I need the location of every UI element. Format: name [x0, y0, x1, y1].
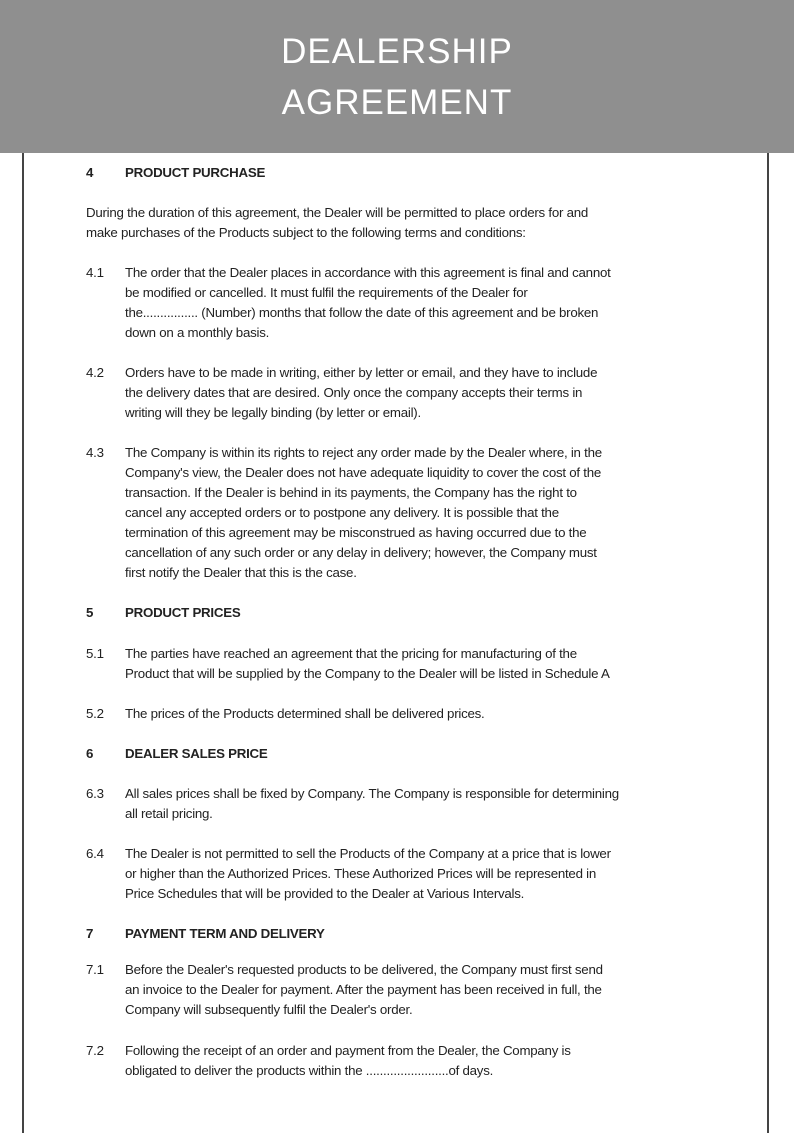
section-number: 4 — [86, 165, 94, 180]
text-line: transaction. If the Dealer is behind in its payments, the Company has the right to — [125, 485, 577, 500]
text-line: The Dealer is not permitted to sell the Products of the Company at a price that is lower — [125, 846, 611, 861]
text-line: down on a monthly basis. — [125, 325, 270, 340]
text-line: first notify the Dealer that this is the case. — [125, 565, 357, 580]
text-line: During the duration of this agreement, the Dealer will be permitted to place orders for and — [86, 205, 589, 220]
clause-number: 6.3 — [86, 786, 104, 801]
text-line: Orders have to be made in writing, either by letter or email, and they have to include — [125, 365, 598, 380]
clause-text — [125, 443, 602, 583]
clause-number: 4.3 — [86, 445, 104, 460]
text-line: Company's view, the Dealer does not have adequate liquidity to cover the cost of the — [125, 465, 602, 480]
clause-text — [125, 844, 611, 904]
clause-number: 5.1 — [86, 646, 104, 661]
text-line: cancellation of any such order or any delay in delivery; however, the Company must — [125, 545, 597, 560]
text-line: Company will subsequently fulfil the Dealer's order. — [125, 1002, 413, 1017]
clause-text — [125, 263, 611, 343]
clause-number: 4.2 — [86, 365, 104, 380]
text-line: the................ (Number) months that follow the date of this agreement and be broken — [125, 305, 599, 320]
text-line: termination of this agreement may be misconstrued as having occurred due to the — [125, 525, 587, 540]
text-line: All sales prices shall be fixed by Company. The Company is responsible for determining — [125, 786, 619, 801]
section-title: DEALER SALES PRICE — [125, 746, 268, 761]
clause-number: 5.2 — [86, 706, 104, 721]
text-line: obligated to deliver the products within the ........................of days. — [125, 1063, 494, 1078]
text-line: Following the receipt of an order and payment from the Dealer, the Company is — [125, 1043, 571, 1058]
clause-text — [125, 704, 484, 724]
clause-text — [125, 363, 597, 423]
text-line: an invoice to the Dealer for payment. After the payment has been received in full, the — [125, 982, 602, 997]
text-line: Price Schedules that will be provided to the Dealer at Various Intervals. — [125, 886, 525, 901]
text-line: The parties have reached an agreement that the pricing for manufacturing of the — [125, 646, 577, 661]
clause-text — [125, 1041, 571, 1081]
clause-number: 7.1 — [86, 962, 104, 977]
paragraph-text — [86, 203, 588, 243]
section-title: PRODUCT PURCHASE — [125, 165, 266, 180]
section-number: 7 — [86, 926, 94, 941]
text-line: all retail pricing. — [125, 806, 213, 821]
section-title: PRODUCT PRICES — [125, 605, 241, 620]
title-line-1: DEALERSHIP — [281, 31, 513, 71]
text-line: be modified or cancelled. It must fulfil the requirements of the Dealer for — [125, 285, 528, 300]
text-line: the delivery dates that are desired. Only once the company accepts their terms in — [125, 385, 583, 400]
text-line: Before the Dealer's requested products to be delivered, the Company must first send — [125, 962, 603, 977]
title-banner — [0, 0, 794, 153]
clause-text — [125, 784, 619, 824]
clause-number: 7.2 — [86, 1043, 104, 1058]
text-line: Product that will be supplied by the Company to the Dealer will be listed in Schedule A — [125, 666, 610, 681]
title-line-2: AGREEMENT — [281, 82, 513, 122]
section-number: 6 — [86, 746, 94, 761]
text-line: The prices of the Products determined shall be delivered prices. — [125, 706, 485, 721]
section-title: PAYMENT TERM AND DELIVERY — [125, 926, 325, 941]
section-number: 5 — [86, 605, 94, 620]
text-line: or higher than the Authorized Prices. These Authorized Prices will be represented in — [125, 866, 597, 881]
text-line: The Company is within its rights to reject any order made by the Dealer where, in the — [125, 445, 602, 460]
clause-number: 4.1 — [86, 265, 104, 280]
text-line: The order that the Dealer places in accordance with this agreement is final and cannot — [125, 265, 611, 280]
text-line: make purchases of the Products subject to the following terms and conditions: — [86, 225, 526, 240]
clause-text — [125, 960, 603, 1020]
clause-number: 6.4 — [86, 846, 104, 861]
clause-text — [125, 644, 610, 684]
text-line: writing will they be legally binding (by letter or email). — [125, 405, 421, 420]
text-line: cancel any accepted orders or to postpone any delivery. It is possible that the — [125, 505, 559, 520]
